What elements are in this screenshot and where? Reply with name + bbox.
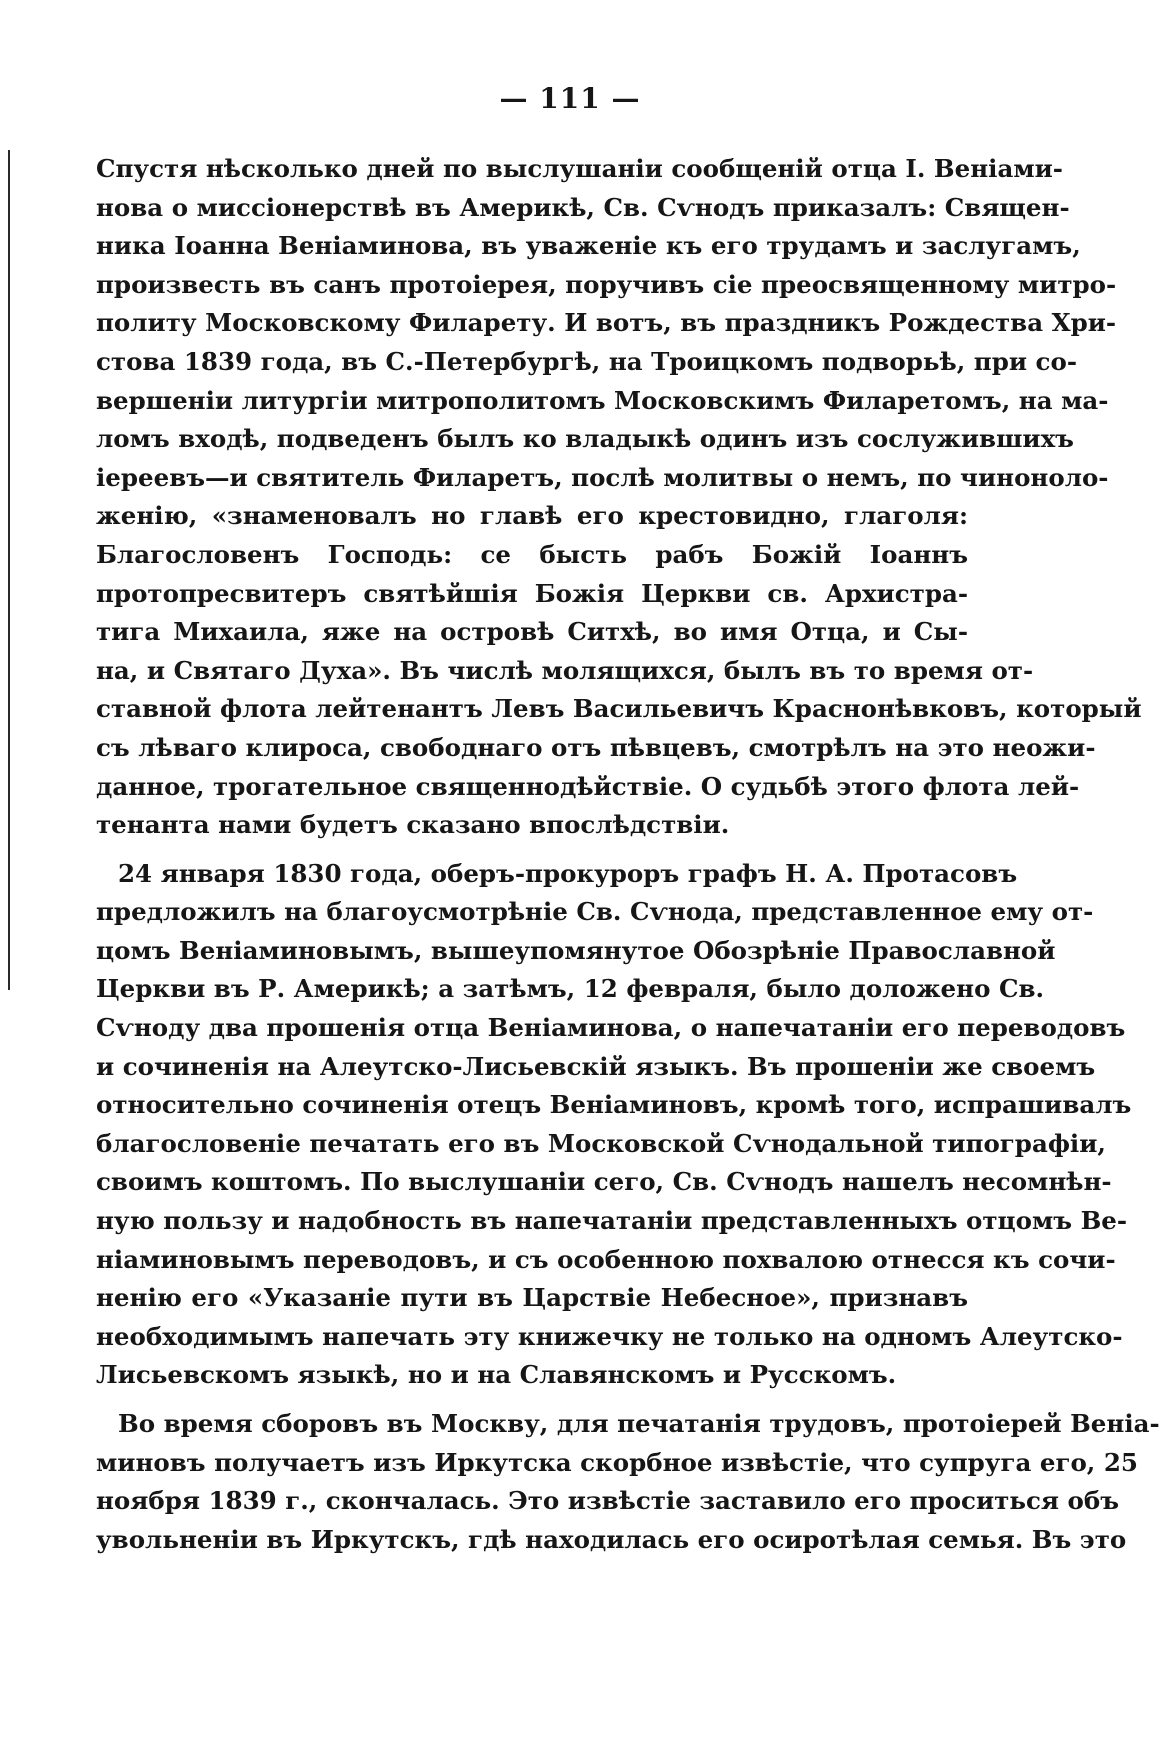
- text-line: Церкви въ Р. Америкѣ; а затѣмъ, 12 февраля, было доложено Св.: [96, 974, 1044, 1004]
- text-line: Сѵноду два прошенія отца Веніаминова, о напечатаніи его переводовъ: [96, 1013, 1126, 1043]
- text-line: относительно сочиненія отецъ Веніаминовъ, кромѣ того, испрашивалъ: [96, 1090, 1132, 1120]
- text-line: тенанта нами будетъ сказано впослѣдствіи.: [96, 810, 730, 840]
- text-line: цомъ Веніаминовымъ, вышеупомянутое Обозрѣніе Православной: [96, 935, 1056, 965]
- paragraph: [96, 855, 1132, 1395]
- text-line: съ лѣваго клироса, свободнаго отъ пѣвцевъ, смотрѣлъ на это неожи-: [96, 732, 1096, 762]
- paragraph-gap: [96, 1395, 968, 1405]
- text-line: ника Іоанна Веніаминова, въ уваженіе къ его трудамъ и заслугамъ,: [96, 231, 1081, 261]
- text-line: политу Московскому Филарету. И вотъ, въ праздникъ Рождества Хри-: [96, 308, 1117, 338]
- text-line: ніаминовымъ переводовъ, и съ особенною похвалою отнесся къ сочи-: [96, 1244, 1116, 1274]
- paragraph: [96, 150, 1142, 845]
- text-line: нова о миссіонерствѣ въ Америкѣ, Св. Сѵнодъ приказалъ: Священ-: [96, 192, 1070, 222]
- text-line: ноября 1839 г., скончалась. Это извѣстіе заставило его проситься объ: [96, 1486, 1119, 1516]
- text-line: своимъ коштомъ. По выслушаніи сего, Св. Сѵнодъ нашелъ несомнѣн-: [96, 1167, 1112, 1197]
- text-line: и сочиненія на Алеутско-Лисьевскій языкъ. Въ прошеніи же своемъ: [96, 1051, 1096, 1081]
- text-line: іереевъ—и святитель Филаретъ, послѣ молитвы о немъ, по чиноноло-: [96, 462, 1109, 492]
- paragraph: [96, 1405, 1160, 1559]
- body-text: [96, 150, 1160, 1559]
- scan-edge-line: [8, 150, 10, 990]
- text-line: данное, трогательное священнодѣйствіе. О судьбѣ этого флота лей-: [96, 771, 1080, 801]
- text-line: вершеніи литургіи митрополитомъ Московскимъ Филаретомъ, на ма-: [96, 385, 1109, 415]
- paragraph-gap: [96, 845, 968, 855]
- text-line: произвесть въ санъ протоіерея, поручивъ сіе преосвященному митро-: [96, 269, 1117, 299]
- text-line: тига Михаила, яже на островѣ Ситхѣ, во имя Отца, и Сы-: [96, 617, 968, 647]
- text-line: миновъ получаетъ изъ Иркутска скорбное извѣстіе, что супруга его, 25: [96, 1447, 1138, 1477]
- text-line: Во время сборовъ въ Москву, для печатанія трудовъ, протоіерей Веніа-: [118, 1409, 1160, 1438]
- text-line: ставной флота лейтенантъ Левъ Васильевичъ Краснонѣвковъ, который: [96, 694, 1142, 724]
- text-line: женію, «знаменовалъ но главѣ его крестовидно, глаголя:: [96, 501, 968, 531]
- text-line: Благословенъ Господь: се бысть рабъ Божій Іоаннъ: [96, 539, 968, 569]
- page-number: — 111 —: [499, 82, 641, 115]
- text-line: необходимымъ напечать эту книжечку не только на одномъ Алеутско-: [96, 1321, 1123, 1351]
- text-line: на, и Святаго Духа». Въ числѣ молящихся, былъ въ то время от-: [96, 655, 1034, 685]
- text-line: Спустя нѣсколько дней по выслушаніи сообщеній отца І. Веніами-: [96, 154, 1063, 183]
- text-line: предложилъ на благоусмотрѣніе Св. Сѵнода, представленное ему от-: [96, 897, 1094, 927]
- text-line: ломъ входѣ, подведенъ былъ ко владыкѣ одинъ изъ сослужившихъ: [96, 424, 1074, 454]
- text-line: ную пользу и надобность въ напечатаніи представленныхъ отцомъ Ве-: [96, 1206, 1128, 1236]
- text-line: увольненіи въ Иркутскъ, гдѣ находилась его осиротѣлая семья. Въ это: [96, 1524, 1127, 1554]
- text-line: Лисьевскомъ языкѣ, но и на Славянскомъ и Русскомъ.: [96, 1360, 897, 1390]
- text-line: протопресвитеръ святѣйшія Божія Церкви св. Архистра-: [96, 578, 968, 608]
- text-line: стова 1839 года, въ С.-Петербургѣ, на Троицкомъ подворьѣ, при со-: [96, 346, 1077, 376]
- text-line: благословеніе печатать его въ Московской Сѵнодальной типографіи,: [96, 1128, 1106, 1158]
- text-line: ненію его «Указаніе пути въ Царствіе Небесное», признавъ: [96, 1283, 968, 1313]
- text-line: 24 января 1830 года, оберъ-прокуроръ графъ Н. А. Протасовъ: [118, 858, 1018, 888]
